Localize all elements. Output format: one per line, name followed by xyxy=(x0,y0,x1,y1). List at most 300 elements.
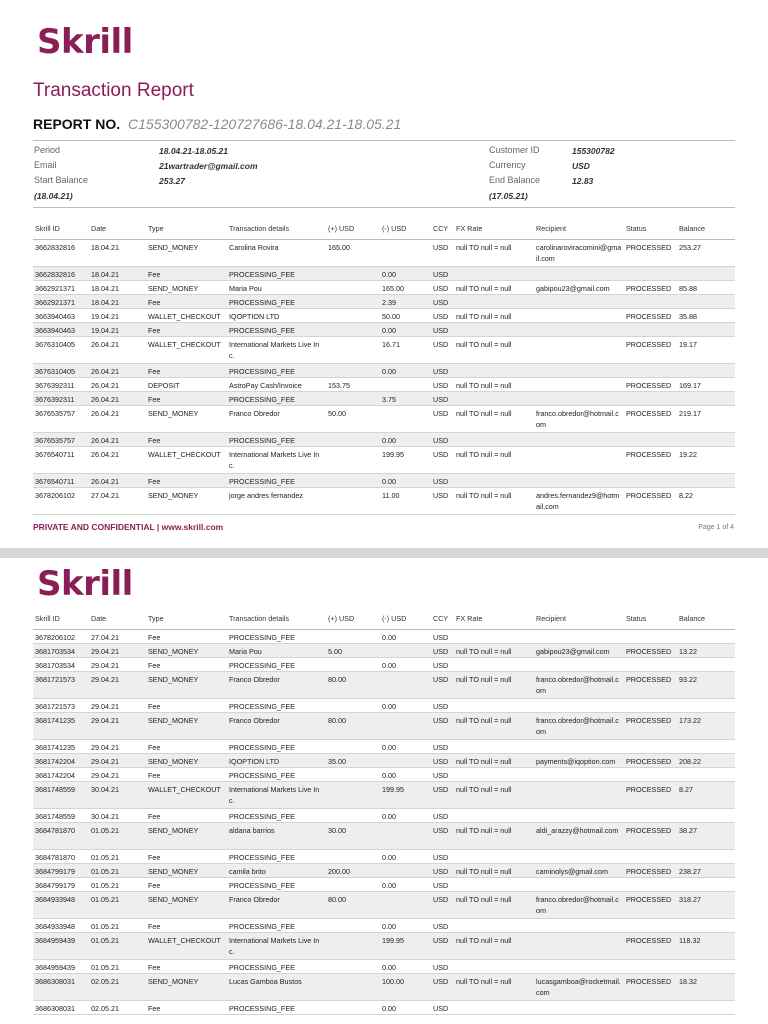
cell-details: Franco Obredor xyxy=(227,405,326,432)
table-row xyxy=(33,377,735,391)
cell-type: SEND_MONEY xyxy=(146,487,227,514)
cell-status: PROCESSED xyxy=(624,377,677,391)
cell-balance xyxy=(677,849,735,863)
cell-ccy: USD xyxy=(431,405,454,432)
cell-status xyxy=(624,473,677,487)
cell-recipient: carolinaroviracomini@gmail.com xyxy=(534,239,624,266)
cell-minus-usd: 0.00 xyxy=(380,473,431,487)
table-row xyxy=(33,657,735,671)
cell-type: Fee xyxy=(146,432,227,446)
cell-ccy: USD xyxy=(431,473,454,487)
cell-ccy: USD xyxy=(431,973,454,1000)
cell-balance: 19.17 xyxy=(677,336,735,363)
cell-status xyxy=(624,629,677,643)
col-details: Transaction details xyxy=(227,219,326,239)
cell-skrill-id: 3681741235 xyxy=(33,712,89,739)
cell-type: Fee xyxy=(146,473,227,487)
cell-skrill-id: 3663940463 xyxy=(33,308,89,322)
cell-recipient xyxy=(534,781,624,808)
cell-type: Fee xyxy=(146,391,227,405)
cell-balance: 85.88 xyxy=(677,280,735,294)
cell-ccy: USD xyxy=(431,891,454,918)
cell-date: 01.05.21 xyxy=(89,849,146,863)
cell-minus-usd: 165.00 xyxy=(380,280,431,294)
cell-recipient: lucasgamboa@rocketmail.com xyxy=(534,973,624,1000)
cell-balance: 93.22 xyxy=(677,671,735,698)
col-recipient: Recipient xyxy=(534,609,624,629)
col-minus-usd: (-) USD xyxy=(380,609,431,629)
cell-plus-usd xyxy=(326,698,380,712)
cell-plus-usd xyxy=(326,308,380,322)
cell-type: DEPOSIT xyxy=(146,377,227,391)
cell-status xyxy=(624,918,677,932)
table-row xyxy=(33,391,735,405)
cell-plus-usd: 80.00 xyxy=(326,891,380,918)
cell-status xyxy=(624,322,677,336)
cell-details: PROCESSING_FEE xyxy=(227,877,326,891)
cell-plus-usd: 80.00 xyxy=(326,671,380,698)
cell-type: SEND_MONEY xyxy=(146,239,227,266)
col-recipient: Recipient xyxy=(534,219,624,239)
cell-status: PROCESSED xyxy=(624,753,677,767)
cell-status xyxy=(624,698,677,712)
cell-date: 01.05.21 xyxy=(89,891,146,918)
start-balance-date: (18.04.21) xyxy=(34,191,73,201)
cell-details: AstroPay Cash/Invoice xyxy=(227,377,326,391)
cell-minus-usd: 0.00 xyxy=(380,698,431,712)
cell-ccy: USD xyxy=(431,322,454,336)
report-number-label: REPORT NO. xyxy=(33,116,121,132)
cell-recipient: gabipou23@gmail.com xyxy=(534,643,624,657)
cell-minus-usd: 199.95 xyxy=(380,446,431,473)
cell-ccy: USD xyxy=(431,767,454,781)
cell-minus-usd: 2.39 xyxy=(380,294,431,308)
cell-fx-rate: null TO null = null xyxy=(454,891,534,918)
cell-details: IQOPTION LTD xyxy=(227,308,326,322)
cell-fx-rate: null TO null = null xyxy=(454,405,534,432)
cell-minus-usd: 199.95 xyxy=(380,932,431,959)
col-balance: Balance xyxy=(677,219,735,239)
cell-details: PROCESSING_FEE xyxy=(227,629,326,643)
cell-ccy: USD xyxy=(431,363,454,377)
cell-skrill-id: 3684781870 xyxy=(33,822,89,849)
cell-minus-usd xyxy=(380,753,431,767)
cell-recipient xyxy=(534,849,624,863)
cell-ccy: USD xyxy=(431,739,454,753)
cell-recipient xyxy=(534,391,624,405)
cell-status: PROCESSED xyxy=(624,487,677,514)
cell-date: 30.04.21 xyxy=(89,781,146,808)
table-row xyxy=(33,280,735,294)
table-row xyxy=(33,698,735,712)
cell-ccy: USD xyxy=(431,808,454,822)
cell-plus-usd xyxy=(326,918,380,932)
report-number-value: C155300782-120727686-18.04.21-18.05.21 xyxy=(128,116,402,132)
cell-recipient xyxy=(534,336,624,363)
cell-status: PROCESSED xyxy=(624,863,677,877)
cell-type: WALLET_CHECKOUT xyxy=(146,308,227,322)
cell-skrill-id: 3684959439 xyxy=(33,932,89,959)
cell-fx-rate xyxy=(454,739,534,753)
cell-minus-usd: 199.95 xyxy=(380,781,431,808)
col-type: Type xyxy=(146,219,227,239)
cell-balance xyxy=(677,959,735,973)
cell-skrill-id: 3676392311 xyxy=(33,377,89,391)
cell-recipient xyxy=(534,932,624,959)
cell-recipient xyxy=(534,432,624,446)
cell-status xyxy=(624,266,677,280)
col-type: Type xyxy=(146,609,227,629)
cell-fx-rate xyxy=(454,849,534,863)
cell-minus-usd: 0.00 xyxy=(380,767,431,781)
cell-fx-rate xyxy=(454,473,534,487)
cell-type: WALLET_CHECKOUT xyxy=(146,781,227,808)
table-row xyxy=(33,446,735,473)
cell-type: SEND_MONEY xyxy=(146,643,227,657)
page-number: Page 1 of 4 xyxy=(698,524,734,531)
cell-minus-usd: 0.00 xyxy=(380,1000,431,1014)
cell-minus-usd: 0.00 xyxy=(380,363,431,377)
cell-type: SEND_MONEY xyxy=(146,405,227,432)
cell-details: PROCESSING_FEE xyxy=(227,322,326,336)
skrill-website-link[interactable]: www.skrill.com xyxy=(161,522,224,532)
cell-ccy: USD xyxy=(431,657,454,671)
cell-plus-usd: 165.00 xyxy=(326,239,380,266)
cell-recipient: franco.obredor@hotmail.com xyxy=(534,405,624,432)
cell-fx-rate: null TO null = null xyxy=(454,863,534,877)
col-fx-rate: FX Rate xyxy=(454,609,534,629)
cell-fx-rate xyxy=(454,808,534,822)
cell-status: PROCESSED xyxy=(624,822,677,849)
cell-date: 26.04.21 xyxy=(89,391,146,405)
cell-date: 18.04.21 xyxy=(89,280,146,294)
cell-status: PROCESSED xyxy=(624,446,677,473)
cell-details: PROCESSING_FEE xyxy=(227,1000,326,1014)
cell-details: aldana barrios xyxy=(227,822,326,849)
col-ccy: CCY xyxy=(431,609,454,629)
cell-balance xyxy=(677,629,735,643)
cell-recipient xyxy=(534,1000,624,1014)
cell-fx-rate: null TO null = null xyxy=(454,377,534,391)
cell-details: Lucas Gamboa Bustos xyxy=(227,973,326,1000)
cell-date: 26.04.21 xyxy=(89,377,146,391)
cell-skrill-id: 3684799179 xyxy=(33,877,89,891)
cell-ccy: USD xyxy=(431,863,454,877)
cell-plus-usd xyxy=(326,739,380,753)
cell-ccy: USD xyxy=(431,487,454,514)
table-row xyxy=(33,808,735,822)
cell-type: Fee xyxy=(146,808,227,822)
cell-ccy: USD xyxy=(431,308,454,322)
cell-recipient xyxy=(534,918,624,932)
cell-balance xyxy=(677,698,735,712)
cell-recipient xyxy=(534,473,624,487)
table-row xyxy=(33,1000,735,1014)
cell-status: PROCESSED xyxy=(624,712,677,739)
cell-date: 27.04.21 xyxy=(89,487,146,514)
cell-minus-usd: 0.00 xyxy=(380,808,431,822)
cell-status xyxy=(624,808,677,822)
cell-status xyxy=(624,391,677,405)
table-row xyxy=(33,432,735,446)
cell-fx-rate xyxy=(454,1000,534,1014)
cell-type: Fee xyxy=(146,739,227,753)
cell-balance: 8.27 xyxy=(677,781,735,808)
cell-type: Fee xyxy=(146,767,227,781)
cell-fx-rate: null TO null = null xyxy=(454,643,534,657)
col-plus-usd: (+) USD xyxy=(326,219,380,239)
cell-balance: 118.32 xyxy=(677,932,735,959)
cell-type: Fee xyxy=(146,698,227,712)
cell-ccy: USD xyxy=(431,849,454,863)
cell-fx-rate xyxy=(454,266,534,280)
cell-balance: 208.22 xyxy=(677,753,735,767)
table-row xyxy=(33,629,735,643)
cell-recipient xyxy=(534,377,624,391)
cell-balance: 253.27 xyxy=(677,239,735,266)
cell-details: PROCESSING_FEE xyxy=(227,294,326,308)
cell-minus-usd xyxy=(380,377,431,391)
cell-type: Fee xyxy=(146,877,227,891)
cell-date: 26.04.21 xyxy=(89,446,146,473)
cell-skrill-id: 3676535757 xyxy=(33,405,89,432)
cell-status: PROCESSED xyxy=(624,239,677,266)
cell-plus-usd xyxy=(326,808,380,822)
end-balance-date: (17.05.21) xyxy=(489,191,528,201)
cell-minus-usd: 0.00 xyxy=(380,918,431,932)
cell-date: 18.04.21 xyxy=(89,294,146,308)
cell-details: camila brito xyxy=(227,863,326,877)
cell-plus-usd: 30.00 xyxy=(326,822,380,849)
cell-balance: 219.17 xyxy=(677,405,735,432)
cell-plus-usd xyxy=(326,432,380,446)
cell-fx-rate xyxy=(454,657,534,671)
cell-ccy: USD xyxy=(431,753,454,767)
cell-fx-rate: null TO null = null xyxy=(454,487,534,514)
cell-fx-rate: null TO null = null xyxy=(454,822,534,849)
cell-skrill-id: 3676535757 xyxy=(33,432,89,446)
report-number xyxy=(33,116,401,132)
cell-date: 26.04.21 xyxy=(89,432,146,446)
col-balance: Balance xyxy=(677,609,735,629)
cell-skrill-id: 3662832816 xyxy=(33,266,89,280)
cell-recipient: andres.fernandez9@hotmail.com xyxy=(534,487,624,514)
cell-minus-usd xyxy=(380,712,431,739)
cell-type: SEND_MONEY xyxy=(146,280,227,294)
transactions-table-page-2 xyxy=(33,609,735,1015)
table-row xyxy=(33,308,735,322)
cell-skrill-id: 3684933948 xyxy=(33,918,89,932)
cell-date: 29.04.21 xyxy=(89,739,146,753)
cell-balance xyxy=(677,266,735,280)
cell-status: PROCESSED xyxy=(624,973,677,1000)
cell-ccy: USD xyxy=(431,643,454,657)
cell-details: Franco Obredor xyxy=(227,671,326,698)
cell-type: SEND_MONEY xyxy=(146,973,227,1000)
cell-balance: 18.32 xyxy=(677,973,735,1000)
cell-status xyxy=(624,739,677,753)
cell-details: PROCESSING_FEE xyxy=(227,473,326,487)
cell-date: 29.04.21 xyxy=(89,753,146,767)
cell-fx-rate: null TO null = null xyxy=(454,932,534,959)
cell-skrill-id: 3681742204 xyxy=(33,753,89,767)
cell-type: Fee xyxy=(146,363,227,377)
cell-fx-rate: null TO null = null xyxy=(454,446,534,473)
cell-plus-usd xyxy=(326,767,380,781)
email-label: Email xyxy=(34,160,57,170)
cell-minus-usd: 0.00 xyxy=(380,322,431,336)
table-body xyxy=(33,629,735,1014)
cell-balance: 13.22 xyxy=(677,643,735,657)
cell-status xyxy=(624,877,677,891)
cell-skrill-id: 3684959439 xyxy=(33,959,89,973)
table-header xyxy=(33,609,735,629)
cell-balance xyxy=(677,322,735,336)
cell-skrill-id: 3676310405 xyxy=(33,336,89,363)
cell-minus-usd xyxy=(380,405,431,432)
table-row xyxy=(33,671,735,698)
cell-ccy: USD xyxy=(431,280,454,294)
cell-fx-rate xyxy=(454,432,534,446)
cell-type: Fee xyxy=(146,266,227,280)
cell-fx-rate xyxy=(454,363,534,377)
cell-plus-usd xyxy=(326,781,380,808)
cell-balance xyxy=(677,877,735,891)
cell-minus-usd: 0.00 xyxy=(380,432,431,446)
cell-skrill-id: 3684933948 xyxy=(33,891,89,918)
cell-recipient xyxy=(534,808,624,822)
cell-plus-usd xyxy=(326,959,380,973)
cell-date: 30.04.21 xyxy=(89,808,146,822)
cell-date: 26.04.21 xyxy=(89,405,146,432)
currency-value: USD xyxy=(572,161,590,171)
cell-status xyxy=(624,849,677,863)
cell-balance xyxy=(677,657,735,671)
cell-skrill-id: 3676540711 xyxy=(33,473,89,487)
cell-details: Carolina Rovira xyxy=(227,239,326,266)
cell-plus-usd xyxy=(326,473,380,487)
col-skrill-id: Skrill ID xyxy=(33,609,89,629)
cell-plus-usd xyxy=(326,266,380,280)
table-row xyxy=(33,322,735,336)
cell-skrill-id: 3681748559 xyxy=(33,781,89,808)
cell-minus-usd xyxy=(380,891,431,918)
cell-type: Fee xyxy=(146,959,227,973)
cell-recipient: franco.obredor@hotmail.com xyxy=(534,712,624,739)
cell-plus-usd xyxy=(326,322,380,336)
cell-status xyxy=(624,767,677,781)
cell-date: 29.04.21 xyxy=(89,657,146,671)
cell-plus-usd xyxy=(326,336,380,363)
cell-skrill-id: 3678206102 xyxy=(33,629,89,643)
cell-ccy: USD xyxy=(431,918,454,932)
cell-skrill-id: 3662921371 xyxy=(33,294,89,308)
start-balance-value: 253.27 xyxy=(159,176,185,186)
cell-minus-usd xyxy=(380,822,431,849)
cell-date: 29.04.21 xyxy=(89,767,146,781)
cell-date: 26.04.21 xyxy=(89,473,146,487)
cell-details: PROCESSING_FEE xyxy=(227,918,326,932)
cell-minus-usd xyxy=(380,643,431,657)
cell-type: Fee xyxy=(146,918,227,932)
cell-fx-rate: null TO null = null xyxy=(454,308,534,322)
table-row xyxy=(33,781,735,808)
cell-details: PROCESSING_FEE xyxy=(227,698,326,712)
cell-minus-usd: 0.00 xyxy=(380,877,431,891)
cell-skrill-id: 3663940463 xyxy=(33,322,89,336)
cell-date: 01.05.21 xyxy=(89,877,146,891)
cell-date: 01.05.21 xyxy=(89,959,146,973)
cell-balance: 169.17 xyxy=(677,377,735,391)
cell-details: PROCESSING_FEE xyxy=(227,266,326,280)
cell-skrill-id: 3684799179 xyxy=(33,863,89,877)
cell-plus-usd: 80.00 xyxy=(326,712,380,739)
table-row xyxy=(33,849,735,863)
cell-recipient xyxy=(534,266,624,280)
cell-balance xyxy=(677,363,735,377)
cell-fx-rate xyxy=(454,877,534,891)
period-value: 18.04.21-18.05.21 xyxy=(159,146,229,156)
cell-details: Franco Obredor xyxy=(227,712,326,739)
cell-minus-usd: 0.00 xyxy=(380,849,431,863)
cell-balance: 19.22 xyxy=(677,446,735,473)
cell-ccy: USD xyxy=(431,336,454,363)
table-row xyxy=(33,822,735,849)
cell-fx-rate xyxy=(454,322,534,336)
cell-minus-usd xyxy=(380,671,431,698)
col-status: Status xyxy=(624,219,677,239)
cell-ccy: USD xyxy=(431,712,454,739)
cell-minus-usd: 100.00 xyxy=(380,973,431,1000)
cell-fx-rate xyxy=(454,294,534,308)
cell-recipient xyxy=(534,629,624,643)
cell-date: 19.04.21 xyxy=(89,322,146,336)
cell-ccy: USD xyxy=(431,781,454,808)
customer-id-label: Customer ID xyxy=(489,145,540,155)
cell-fx-rate xyxy=(454,629,534,643)
col-fx-rate: FX Rate xyxy=(454,219,534,239)
cell-details: International Markets Live Inc. xyxy=(227,446,326,473)
cell-ccy: USD xyxy=(431,294,454,308)
cell-details: International Markets Live Inc. xyxy=(227,336,326,363)
cell-type: SEND_MONEY xyxy=(146,891,227,918)
cell-plus-usd xyxy=(326,629,380,643)
cell-ccy: USD xyxy=(431,391,454,405)
report-summary xyxy=(33,140,735,208)
cell-skrill-id: 3678206102 xyxy=(33,487,89,514)
table-row xyxy=(33,363,735,377)
cell-fx-rate: null TO null = null xyxy=(454,753,534,767)
cell-details: PROCESSING_FEE xyxy=(227,767,326,781)
cell-plus-usd xyxy=(326,391,380,405)
cell-plus-usd xyxy=(326,363,380,377)
col-date: Date xyxy=(89,609,146,629)
table-row xyxy=(33,294,735,308)
col-minus-usd: (-) USD xyxy=(380,219,431,239)
table-row xyxy=(33,877,735,891)
cell-plus-usd: 153.75 xyxy=(326,377,380,391)
cell-plus-usd xyxy=(326,446,380,473)
cell-balance xyxy=(677,1000,735,1014)
cell-details: International Markets Live Inc. xyxy=(227,932,326,959)
start-balance-label: Start Balance xyxy=(34,175,89,185)
cell-ccy: USD xyxy=(431,932,454,959)
cell-balance xyxy=(677,767,735,781)
cell-fx-rate xyxy=(454,767,534,781)
cell-status: PROCESSED xyxy=(624,671,677,698)
col-plus-usd: (+) USD xyxy=(326,609,380,629)
cell-minus-usd xyxy=(380,863,431,877)
